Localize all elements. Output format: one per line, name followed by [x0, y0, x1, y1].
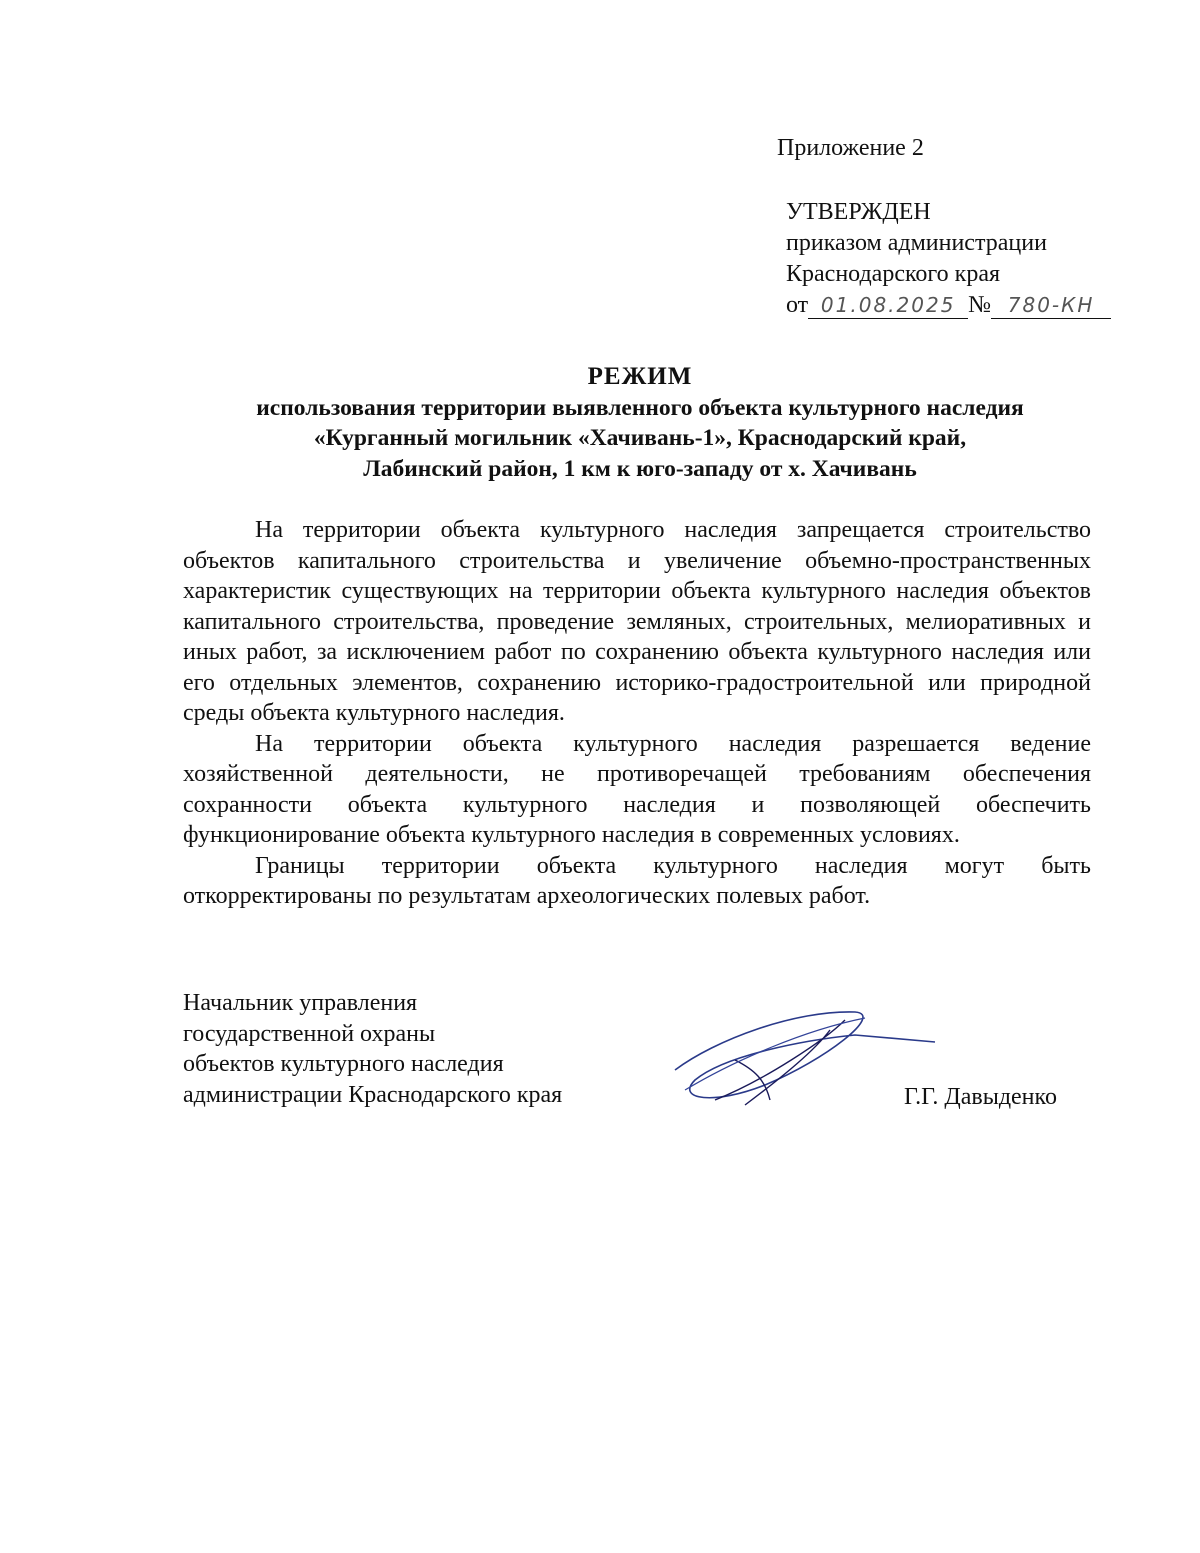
approval-order-line: приказом администрации	[786, 230, 1047, 256]
title-main: РЕЖИМ	[587, 363, 693, 390]
approval-region-line: Краснодарского края	[786, 261, 1001, 287]
handwritten-date: 01.08.2025	[820, 293, 956, 317]
title-line-2: использования территории выявленного объекта культурного наследия	[256, 394, 1024, 421]
date-prefix: от	[786, 292, 809, 318]
title-line-3: «Курганный могильник «Хачивань-1», Краснодарский край,	[313, 425, 967, 451]
number-field	[991, 292, 1111, 319]
date-field	[808, 292, 968, 319]
document-title	[0, 362, 1200, 484]
signature-line-1: Начальник управления	[183, 990, 418, 1016]
title-line-4: Лабинский район, 1 км к юго-западу от х. Хачивань	[363, 455, 917, 482]
signature-line-3: объектов культурного наследия	[183, 1051, 504, 1077]
approval-title: УТВЕРЖДЕН	[786, 199, 931, 225]
signature-line-4: администрации Краснодарского края	[183, 1081, 563, 1108]
paragraph-prohibitions: На территории объекта культурного наследия запрещается строительство объектов капитального строительства и увеличение объемно-пространственных характеристик существующих на территории объекта культурного наследия объектов капитального строительства, проведение земляных, строительных, мелиоративных и иных работ, за исключением работ по сохранению объекта культурного наследия или его отдельных элементов, сохранению историко-градостроительной или природной среды объекта культурного наследия.	[183, 517, 1091, 726]
approval-date-number-line	[786, 290, 1111, 321]
handwritten-number: 780-КН	[1007, 293, 1095, 317]
handwritten-signature	[655, 1000, 945, 1115]
appendix-label: Приложение 2	[777, 135, 924, 161]
document-body	[183, 515, 1091, 912]
signature-line-2: государственной охраны	[183, 1020, 436, 1047]
paragraph-permissions: На территории объекта культурного наследия разрешается ведение хозяйственной деятельности, не противоречащей требованиям обеспечения сохранности объекта культурного наследия и позволяющей обеспечить функционирование объекта культурного наследия в современных условиях.	[183, 730, 1091, 848]
approval-block	[786, 197, 1111, 321]
signature-position	[183, 988, 562, 1110]
signer-name: Г.Г. Давыденко	[904, 1084, 1057, 1110]
number-prefix: №	[968, 292, 992, 318]
paragraph-boundaries: Границы территории объекта культурного наследия могут быть откорректированы по результатам археологических полевых работ.	[183, 852, 1091, 909]
